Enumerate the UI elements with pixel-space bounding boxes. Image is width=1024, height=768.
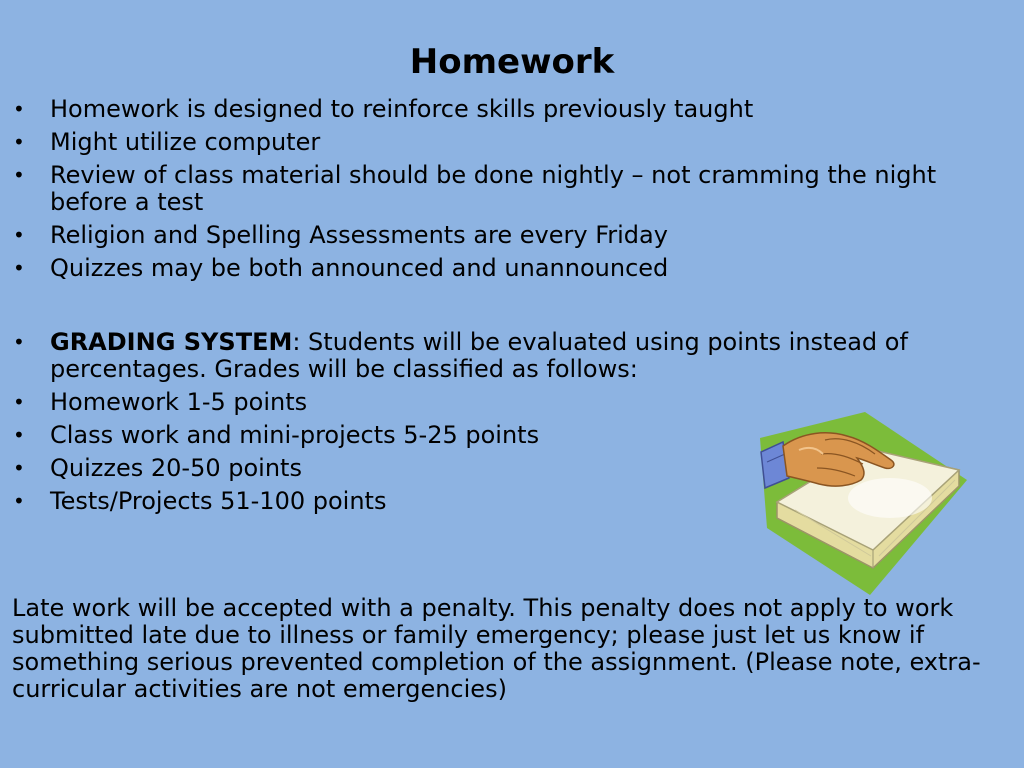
- bullet-icon: •: [13, 456, 25, 480]
- list-item: [0, 222, 1010, 249]
- bullet-icon: •: [13, 423, 25, 447]
- list-item-text: Homework is designed to reinforce skills previously taught: [50, 95, 754, 123]
- bullet-icon: •: [13, 130, 25, 154]
- list-item: [0, 162, 1010, 216]
- homework-bullet-list: [0, 96, 1010, 288]
- list-item-text: Religion and Spelling Assessments are every Friday: [50, 221, 668, 249]
- list-item-text: Quizzes may be both announced and unannounced: [50, 254, 669, 282]
- bullet-icon: •: [13, 330, 25, 354]
- bullet-icon: •: [13, 223, 25, 247]
- bullet-icon: •: [13, 163, 25, 187]
- bullet-icon: •: [13, 97, 25, 121]
- bullet-icon: •: [13, 489, 25, 513]
- grading-system-item: [0, 329, 1010, 383]
- grading-system-label: GRADING SYSTEM: [50, 328, 293, 356]
- list-item-text: Review of class material should be done nightly – not cramming the night before a test: [50, 161, 937, 216]
- list-item: [0, 96, 1010, 123]
- hand-on-book-icon: [755, 410, 970, 600]
- late-work-note: Late work will be accepted with a penalty. This penalty does not apply to work submitted late due to illness or family emergency; please just let us know if something serious prevented completion of the assignment. (Please note, extra-curricular activities are not emergencies): [12, 594, 981, 703]
- list-item-text: Homework 1-5 points: [50, 388, 308, 416]
- bullet-icon: •: [13, 256, 25, 280]
- list-item-text: Quizzes 20-50 points: [50, 454, 302, 482]
- grading-system-text: : Students will be evaluated using points instead of percentages. Grades will be classified as follows:: [50, 328, 908, 383]
- bullet-icon: •: [13, 390, 25, 414]
- list-item: [0, 129, 1010, 156]
- list-item-text: Class work and mini-projects 5-25 points: [50, 421, 540, 449]
- list-item-text: Tests/Projects 51-100 points: [50, 487, 387, 515]
- list-item-text: Might utilize computer: [50, 128, 321, 156]
- page-title: Homework: [409, 42, 615, 82]
- list-item: [0, 255, 1010, 282]
